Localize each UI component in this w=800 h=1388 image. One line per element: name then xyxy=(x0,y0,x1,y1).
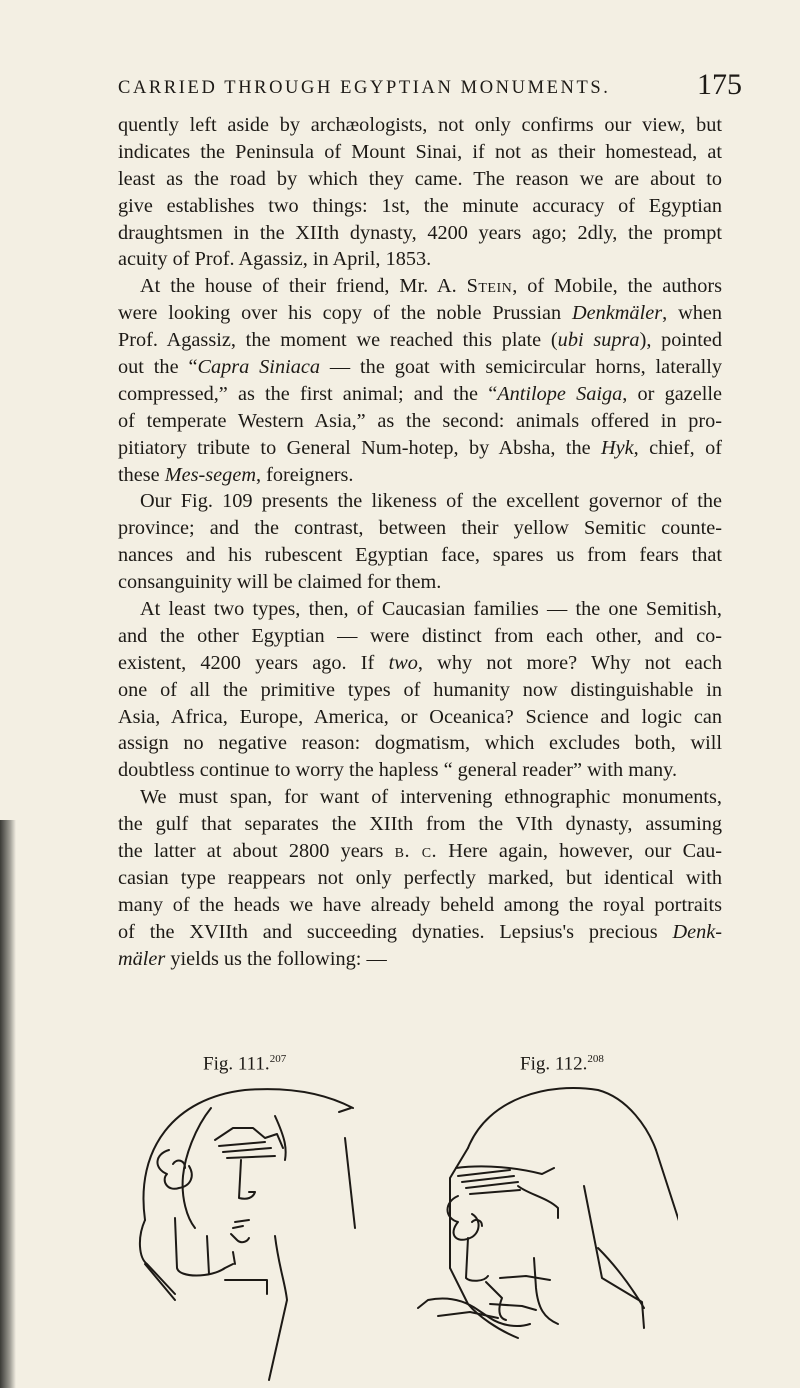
text-line: least as the road by which they came. The reason we are about to xyxy=(118,167,722,190)
page-header xyxy=(118,66,742,106)
text-line: nances and his rubescent Egyptian face, spares us from fears that xyxy=(118,544,722,567)
line-part: , foreigners. xyxy=(255,463,354,486)
line-part: the latter at about 2800 years xyxy=(118,840,395,863)
line-part: ), pointed xyxy=(639,329,722,352)
text-line xyxy=(118,300,722,327)
text-line: casian type reappears not only perfectly marked, but identical with xyxy=(118,866,722,889)
text-line xyxy=(118,273,722,300)
line-part: , why not more? Why not each xyxy=(417,651,723,674)
text-line: doubtless continue to worry the hapless “ general reader” with many. xyxy=(118,759,678,782)
abbrev-bc: b. c. xyxy=(394,840,438,863)
text-line: draughtsmen in the XIIth dynasty, 4200 years ago; 2dly, the prompt xyxy=(118,221,722,244)
name-stein: Stein xyxy=(466,275,513,298)
text-line xyxy=(118,838,722,865)
line-part: existent, 4200 years ago. If xyxy=(118,651,389,674)
line-part: — the goat with semicircular horns, laterally xyxy=(320,356,722,379)
text-line xyxy=(118,435,722,462)
text-line: assign no negative reason: dogmatism, which excludes both, will xyxy=(118,732,722,755)
text-line xyxy=(118,919,722,946)
text-line xyxy=(118,354,722,381)
italic-antilope: Antilope Saiga xyxy=(497,382,623,405)
text-line: indicates the Peninsula of Mount Sinai, if not as their homestead, at xyxy=(118,140,722,163)
text-line xyxy=(118,946,722,973)
italic-capra: Capra Siniaca xyxy=(197,356,321,379)
line-part: out the “ xyxy=(118,356,198,379)
line-part: , chief, of xyxy=(633,436,722,459)
line-part: compressed,” as the first animal; and the “ xyxy=(118,382,498,405)
line-part: of the XVIIth and succeeding dynaties. Lepsius's precious xyxy=(118,920,673,943)
line-part: Here again, however, our Cau- xyxy=(437,840,722,863)
line-part: were looking over his copy of the noble Prussian xyxy=(118,302,572,325)
figure-112-drawing xyxy=(398,1068,678,1368)
italic-maler: mäler xyxy=(118,947,166,970)
line-part: pitiatory tribute to General Num-hotep, by Absha, the xyxy=(118,436,601,459)
text-line xyxy=(118,381,722,408)
text-line xyxy=(118,650,722,677)
text-line: At least two types, then, of Caucasian families — the one Semitish, xyxy=(140,598,722,621)
figure-label: Fig. 111. xyxy=(203,1053,270,1075)
figure-label: Fig. 112. xyxy=(520,1053,588,1075)
line-part: At the house of their friend, Mr. A. xyxy=(140,275,467,298)
line-part: , of Mobile, the authors xyxy=(512,275,722,298)
text-line: give establishes two things: 1st, the minute accuracy of Egyptian xyxy=(118,194,722,217)
figure-111-drawing xyxy=(115,1068,375,1388)
line-part: , or gazelle xyxy=(622,382,722,405)
text-line: Asia, Africa, Europe, America, or Oceanica? Science and logic can xyxy=(118,705,722,728)
text-line xyxy=(118,462,722,489)
body-text xyxy=(118,112,722,973)
italic-two: two xyxy=(388,651,418,674)
text-line: the gulf that separates the XIIth from the VIth dynasty, assuming xyxy=(118,813,722,836)
binding-shadow xyxy=(0,820,16,1388)
italic-ubi-supra: ubi supra xyxy=(557,329,640,352)
line-part: yields us the following: — xyxy=(170,947,387,970)
text-line xyxy=(118,327,722,354)
text-line: We must span, for want of intervening ethnographic monuments, xyxy=(140,786,722,809)
page-number: 175 xyxy=(697,68,742,101)
text-line: quently left aside by archæologists, not only confirms our view, but xyxy=(118,114,722,136)
text-line: one of all the primitive types of humanity now distinguishable in xyxy=(118,678,722,701)
line-part: , when xyxy=(662,302,722,325)
text-line: acuity of Prof. Agassiz, in April, 1853. xyxy=(118,248,432,271)
italic-denkmaler: Denkmäler xyxy=(572,302,663,325)
text-line: Our Fig. 109 presents the likeness of the excellent governor of the xyxy=(140,490,722,513)
italic-mes-segem: Mes-segem xyxy=(164,463,256,486)
text-line: many of the heads we have already beheld among the royal portraits xyxy=(118,893,722,916)
text-line: province; and the contrast, between their yellow Semitic counte- xyxy=(118,517,722,540)
italic-hyk: Hyk xyxy=(600,436,634,459)
line-part: these xyxy=(118,463,165,486)
figure-footnote-ref: 207 xyxy=(269,1053,287,1065)
running-title: CARRIED THROUGH EGYPTIAN MONUMENTS. xyxy=(118,78,611,98)
figure-footnote-ref: 208 xyxy=(587,1053,604,1065)
text-line: and the other Egyptian — were distinct from each other, and co- xyxy=(118,624,722,647)
text-line: consanguinity will be claimed for them. xyxy=(118,571,442,594)
text-line: of temperate Western Asia,” as the second: animals offered in pro- xyxy=(118,409,722,432)
italic-denk: Denk- xyxy=(672,920,722,943)
line-part: Prof. Agassiz, the moment we reached this plate ( xyxy=(118,329,558,352)
